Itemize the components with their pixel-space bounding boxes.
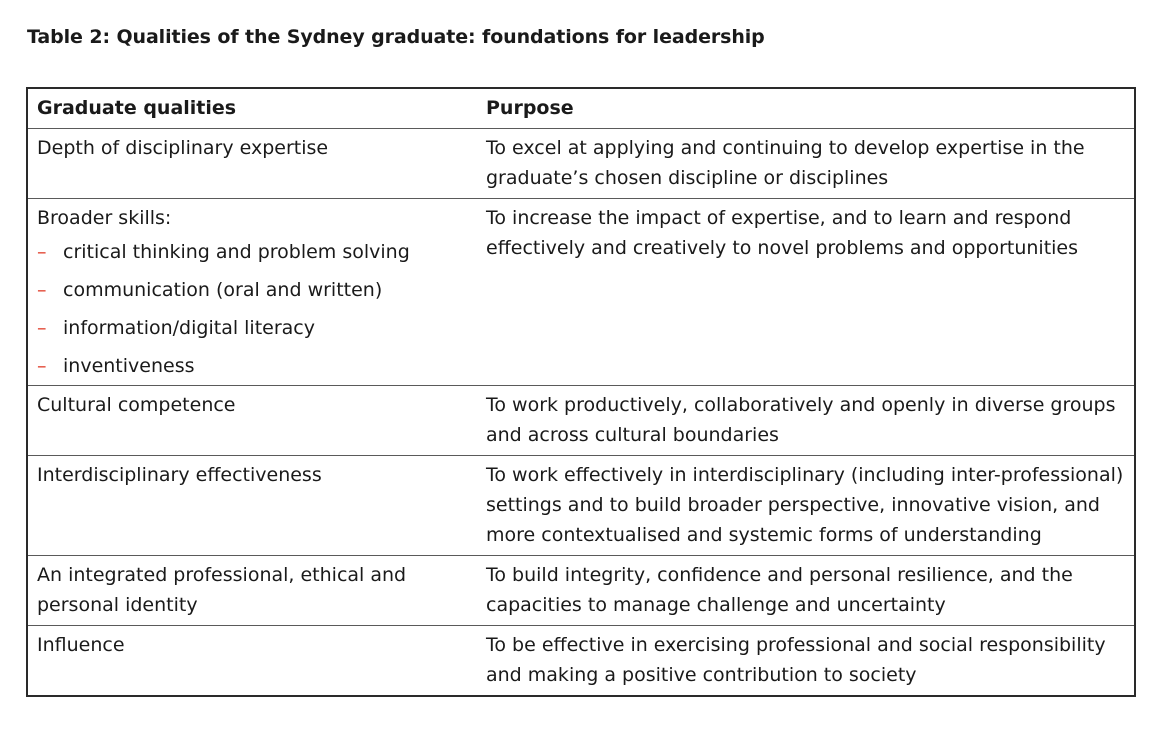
quality-text: Depth of disciplinary expertise	[37, 137, 329, 159]
purpose-cell	[477, 386, 1134, 455]
quality-cell	[28, 386, 477, 455]
dash-bullet: –	[37, 355, 47, 377]
purpose-text: To be effective in exercising professional and social responsibility and making a positive contribution to society	[486, 634, 1106, 686]
list-item-text: communication (oral and written)	[63, 279, 383, 301]
purpose-cell	[477, 556, 1134, 625]
purpose-text: To excel at applying and continuing to develop expertise in the graduate’s chosen discipline or disciplines	[486, 137, 1085, 189]
purpose-cell	[477, 626, 1134, 695]
quality-cell	[28, 626, 477, 695]
table-row	[28, 555, 1134, 625]
quality-text: An integrated professional, ethical and personal identity	[37, 564, 407, 616]
quality-cell	[28, 199, 477, 385]
dash-bullet: –	[37, 279, 47, 301]
purpose-cell	[477, 456, 1134, 555]
purpose-cell	[477, 129, 1134, 198]
quality-cell	[28, 456, 477, 555]
list-item-text: information/digital literacy	[63, 317, 315, 339]
quality-text: Influence	[37, 634, 125, 656]
purpose-text: To increase the impact of expertise, and to learn and respond effectively and creatively to novel problems and opportunities	[486, 207, 1079, 259]
list-item	[37, 347, 469, 385]
header-label: Graduate qualities	[37, 97, 237, 119]
table-row	[28, 385, 1134, 455]
table-row	[28, 625, 1134, 695]
purpose-text: To work effectively in interdisciplinary (including inter-professional) settings and to build broader perspective, innovative vision, and more contextualised and systemic forms of understanding	[486, 464, 1124, 546]
purpose-text: To build integrity, confidence and personal resilience, and the capacities to manage challenge and uncertainty	[486, 564, 1073, 616]
qualities-table	[26, 87, 1136, 697]
header-cell-qualities	[28, 89, 477, 128]
header-label: Purpose	[486, 97, 574, 119]
quality-text: Interdisciplinary effectiveness	[37, 464, 322, 486]
dash-bullet: –	[37, 241, 47, 263]
table-row	[28, 455, 1134, 555]
table-row	[28, 198, 1134, 385]
list-item	[37, 271, 469, 309]
table-caption: Table 2: Qualities of the Sydney graduate: foundations for leadership	[27, 26, 765, 48]
table-row	[28, 128, 1134, 198]
quality-cell	[28, 556, 477, 625]
purpose-text: To work productively, collaboratively and openly in diverse groups and across cultural boundaries	[486, 394, 1116, 446]
table-header-row	[28, 89, 1134, 128]
dash-bullet: –	[37, 317, 47, 339]
purpose-cell	[477, 199, 1134, 385]
quality-cell	[28, 129, 477, 198]
skills-list	[37, 233, 469, 385]
list-item-text: inventiveness	[63, 355, 195, 377]
list-item-text: critical thinking and problem solving	[63, 241, 410, 263]
quality-text: Cultural competence	[37, 394, 236, 416]
list-item	[37, 233, 469, 271]
quality-text: Broader skills:	[37, 207, 172, 229]
list-item	[37, 309, 469, 347]
header-cell-purpose	[477, 89, 1134, 128]
